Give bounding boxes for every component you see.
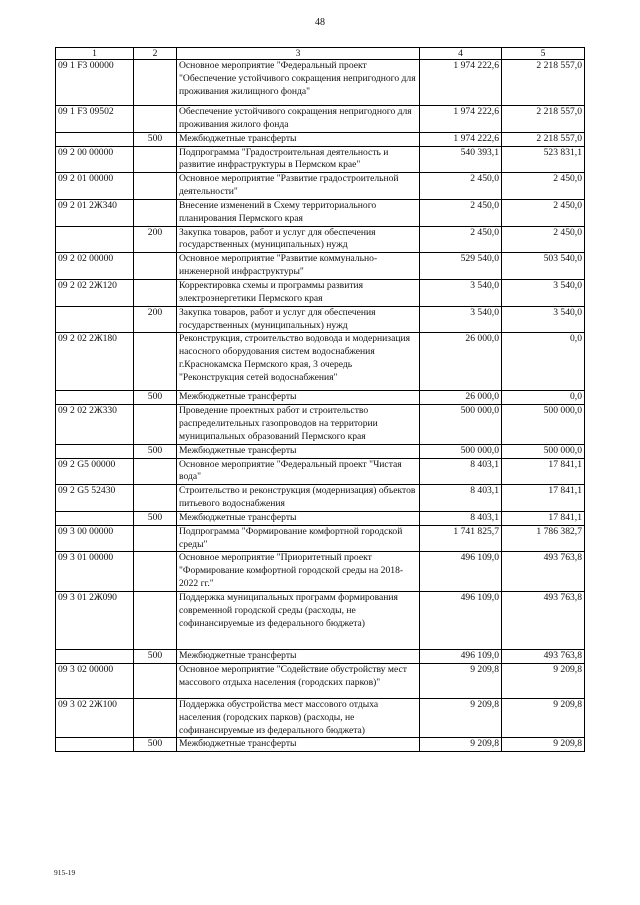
cell-amount-year-1: 26 000,0 xyxy=(420,333,502,391)
cell-amount-year-1: 26 000,0 xyxy=(420,391,502,405)
cell-expense-type xyxy=(134,60,177,106)
cell-amount-year-1: 500 000,0 xyxy=(420,405,502,445)
cell-expense-type xyxy=(134,333,177,391)
table-row xyxy=(56,391,585,405)
cell-target-code: 09 2 02 2Ж330 xyxy=(56,405,134,445)
cell-target-code xyxy=(56,511,134,525)
cell-target-code: 09 3 02 2Ж100 xyxy=(56,698,134,738)
cell-expense-type: 200 xyxy=(134,226,177,253)
cell-item-name: Основное мероприятие "Федеральный проект "Чистая вода" xyxy=(177,458,420,485)
cell-target-code: 09 2 02 00000 xyxy=(56,253,134,280)
cell-amount-year-1: 9 209,8 xyxy=(420,738,502,752)
cell-target-code xyxy=(56,132,134,146)
cell-amount-year-1: 529 540,0 xyxy=(420,253,502,280)
table-row xyxy=(56,173,585,200)
cell-amount-year-1: 9 209,8 xyxy=(420,698,502,738)
cell-amount-year-2: 503 540,0 xyxy=(502,253,585,280)
cell-amount-year-1: 496 109,0 xyxy=(420,552,502,592)
table-row xyxy=(56,226,585,253)
cell-expense-type xyxy=(134,458,177,485)
cell-item-name: Внесение изменений в Схему территориального планирования Пермского края xyxy=(177,199,420,226)
cell-amount-year-1: 2 450,0 xyxy=(420,226,502,253)
cell-amount-year-1: 496 109,0 xyxy=(420,650,502,664)
column-header: 5 xyxy=(502,48,585,60)
cell-expense-type: 200 xyxy=(134,306,177,333)
table-row xyxy=(56,663,585,698)
cell-item-name: Межбюджетные трансферты xyxy=(177,650,420,664)
cell-expense-type xyxy=(134,592,177,650)
table-row xyxy=(56,650,585,664)
table-row xyxy=(56,306,585,333)
table-row xyxy=(56,199,585,226)
cell-expense-type: 500 xyxy=(134,132,177,146)
cell-target-code: 09 3 01 2Ж090 xyxy=(56,592,134,650)
cell-amount-year-1: 540 393,1 xyxy=(420,146,502,173)
cell-expense-type: 500 xyxy=(134,738,177,752)
cell-expense-type xyxy=(134,698,177,738)
cell-amount-year-2: 2 450,0 xyxy=(502,199,585,226)
cell-amount-year-1: 1 974 222,6 xyxy=(420,132,502,146)
cell-amount-year-2: 3 540,0 xyxy=(502,306,585,333)
cell-target-code: 09 2 01 2Ж340 xyxy=(56,199,134,226)
cell-expense-type xyxy=(134,663,177,698)
cell-target-code: 09 2 G5 52430 xyxy=(56,485,134,512)
table-row xyxy=(56,444,585,458)
column-header: 2 xyxy=(134,48,177,60)
cell-target-code: 09 2 01 00000 xyxy=(56,173,134,200)
cell-target-code: 09 1 F3 00000 xyxy=(56,60,134,106)
cell-amount-year-2: 1 786 382,7 xyxy=(502,525,585,552)
cell-amount-year-1: 9 209,8 xyxy=(420,663,502,698)
cell-item-name: Межбюджетные трансферты xyxy=(177,511,420,525)
cell-amount-year-1: 2 450,0 xyxy=(420,173,502,200)
cell-expense-type xyxy=(134,173,177,200)
cell-target-code xyxy=(56,444,134,458)
budget-table xyxy=(55,47,585,752)
table-row xyxy=(56,106,585,133)
cell-item-name: Строительство и реконструкция (модернизация) объектов питьевого водоснабжения xyxy=(177,485,420,512)
cell-amount-year-2: 2 218 557,0 xyxy=(502,60,585,106)
cell-expense-type xyxy=(134,279,177,306)
cell-expense-type xyxy=(134,552,177,592)
cell-target-code: 09 3 01 00000 xyxy=(56,552,134,592)
cell-expense-type xyxy=(134,253,177,280)
cell-target-code: 09 2 G5 00000 xyxy=(56,458,134,485)
cell-amount-year-1: 500 000,0 xyxy=(420,444,502,458)
table-row xyxy=(56,552,585,592)
cell-item-name: Корректировка схемы и программы развития электроэнергетики Пермского края xyxy=(177,279,420,306)
cell-amount-year-1: 1 974 222,6 xyxy=(420,106,502,133)
table-row xyxy=(56,525,585,552)
table-row xyxy=(56,146,585,173)
cell-amount-year-1: 1 741 825,7 xyxy=(420,525,502,552)
cell-amount-year-2: 523 831,1 xyxy=(502,146,585,173)
cell-amount-year-2: 2 218 557,0 xyxy=(502,106,585,133)
cell-expense-type xyxy=(134,199,177,226)
cell-item-name: Основное мероприятие "Развитие градостроительной деятельности" xyxy=(177,173,420,200)
cell-item-name: Поддержка муниципальных программ формирования современной городской среды (расходы, не софинансируемые из федерального бюджета) xyxy=(177,592,420,650)
cell-expense-type xyxy=(134,405,177,445)
cell-item-name: Основное мероприятие "Развитие коммунально-инженерной инфраструктуры" xyxy=(177,253,420,280)
cell-item-name: Закупка товаров, работ и услуг для обеспечения государственных (муниципальных) нужд xyxy=(177,226,420,253)
cell-amount-year-2: 0,0 xyxy=(502,391,585,405)
cell-expense-type xyxy=(134,146,177,173)
cell-expense-type: 500 xyxy=(134,444,177,458)
cell-item-name: Межбюджетные трансферты xyxy=(177,391,420,405)
table-row xyxy=(56,279,585,306)
table-header-row xyxy=(56,48,585,60)
cell-target-code xyxy=(56,226,134,253)
table-row xyxy=(56,333,585,391)
cell-expense-type: 500 xyxy=(134,511,177,525)
cell-amount-year-1: 3 540,0 xyxy=(420,279,502,306)
cell-item-name: Обеспечение устойчивого сокращения непригодного для проживания жилого фонда xyxy=(177,106,420,133)
cell-amount-year-2: 493 763,8 xyxy=(502,552,585,592)
cell-item-name: Проведение проектных работ и строительство распределительных газопроводов на территории муниципальных образований Пермского края xyxy=(177,405,420,445)
cell-amount-year-1: 3 540,0 xyxy=(420,306,502,333)
cell-item-name: Реконструкция, строительство водовода и модернизация насосного оборудования систем водоснабжения г.Краснокамска Пермского края, 3 очередь "Реконструкция сетей водоснабжения" xyxy=(177,333,420,391)
cell-item-name: Основное мероприятие "Федеральный проект "Обеспечение устойчивого сокращения непригодного для проживания жилищного фонда" xyxy=(177,60,420,106)
table-row xyxy=(56,132,585,146)
cell-amount-year-1: 8 403,1 xyxy=(420,511,502,525)
cell-amount-year-2: 500 000,0 xyxy=(502,405,585,445)
cell-item-name: Поддержка обустройства мест массового отдыха населения (городских парков) (расходы, не софинансируемые из федерального бюджета) xyxy=(177,698,420,738)
table-row xyxy=(56,405,585,445)
cell-expense-type: 500 xyxy=(134,650,177,664)
cell-amount-year-2: 2 450,0 xyxy=(502,226,585,253)
cell-target-code: 09 2 00 00000 xyxy=(56,146,134,173)
cell-expense-type xyxy=(134,525,177,552)
table-row xyxy=(56,511,585,525)
cell-target-code: 09 3 02 00000 xyxy=(56,663,134,698)
cell-amount-year-2: 9 209,8 xyxy=(502,698,585,738)
cell-item-name: Межбюджетные трансферты xyxy=(177,738,420,752)
cell-amount-year-1: 2 450,0 xyxy=(420,199,502,226)
cell-amount-year-2: 0,0 xyxy=(502,333,585,391)
table-row xyxy=(56,485,585,512)
cell-item-name: Основное мероприятие "Приоритетный проект "Формирование комфортной городской среды на 2018-2022 гг." xyxy=(177,552,420,592)
cell-target-code: 09 2 02 2Ж180 xyxy=(56,333,134,391)
cell-amount-year-2: 2 450,0 xyxy=(502,173,585,200)
table-row xyxy=(56,738,585,752)
cell-item-name: Межбюджетные трансферты xyxy=(177,444,420,458)
table-row xyxy=(56,698,585,738)
cell-item-name: Межбюджетные трансферты xyxy=(177,132,420,146)
cell-amount-year-1: 496 109,0 xyxy=(420,592,502,650)
cell-amount-year-2: 2 218 557,0 xyxy=(502,132,585,146)
cell-target-code xyxy=(56,306,134,333)
cell-amount-year-2: 17 841,1 xyxy=(502,485,585,512)
column-header: 4 xyxy=(420,48,502,60)
cell-item-name: Основное мероприятие "Содействие обустройству мест массового отдыха населения (городских парков)" xyxy=(177,663,420,698)
cell-target-code: 09 3 00 00000 xyxy=(56,525,134,552)
cell-amount-year-2: 493 763,8 xyxy=(502,592,585,650)
table-row xyxy=(56,253,585,280)
cell-target-code xyxy=(56,738,134,752)
table-row xyxy=(56,458,585,485)
column-header: 3 xyxy=(177,48,420,60)
cell-item-name: Подпрограмма "Формирование комфортной городской среды" xyxy=(177,525,420,552)
cell-target-code xyxy=(56,650,134,664)
cell-expense-type: 500 xyxy=(134,391,177,405)
cell-amount-year-2: 17 841,1 xyxy=(502,458,585,485)
cell-amount-year-2: 9 209,8 xyxy=(502,738,585,752)
cell-amount-year-2: 17 841,1 xyxy=(502,511,585,525)
cell-amount-year-2: 500 000,0 xyxy=(502,444,585,458)
table-row xyxy=(56,592,585,650)
cell-amount-year-2: 9 209,8 xyxy=(502,663,585,698)
cell-expense-type xyxy=(134,485,177,512)
page-number: 48 xyxy=(315,17,325,28)
cell-target-code: 09 1 F3 09502 xyxy=(56,106,134,133)
cell-target-code: 09 2 02 2Ж120 xyxy=(56,279,134,306)
cell-expense-type xyxy=(134,106,177,133)
cell-amount-year-2: 493 763,8 xyxy=(502,650,585,664)
document-code: 915-19 xyxy=(54,868,76,877)
cell-item-name: Закупка товаров, работ и услуг для обеспечения государственных (муниципальных) нужд xyxy=(177,306,420,333)
cell-amount-year-1: 8 403,1 xyxy=(420,485,502,512)
cell-item-name: Подпрограмма "Градостроительная деятельность и развитие инфраструктуры в Пермском крае" xyxy=(177,146,420,173)
cell-target-code xyxy=(56,391,134,405)
cell-amount-year-1: 1 974 222,6 xyxy=(420,60,502,106)
table-row xyxy=(56,60,585,106)
cell-amount-year-1: 8 403,1 xyxy=(420,458,502,485)
column-header: 1 xyxy=(56,48,134,60)
cell-amount-year-2: 3 540,0 xyxy=(502,279,585,306)
